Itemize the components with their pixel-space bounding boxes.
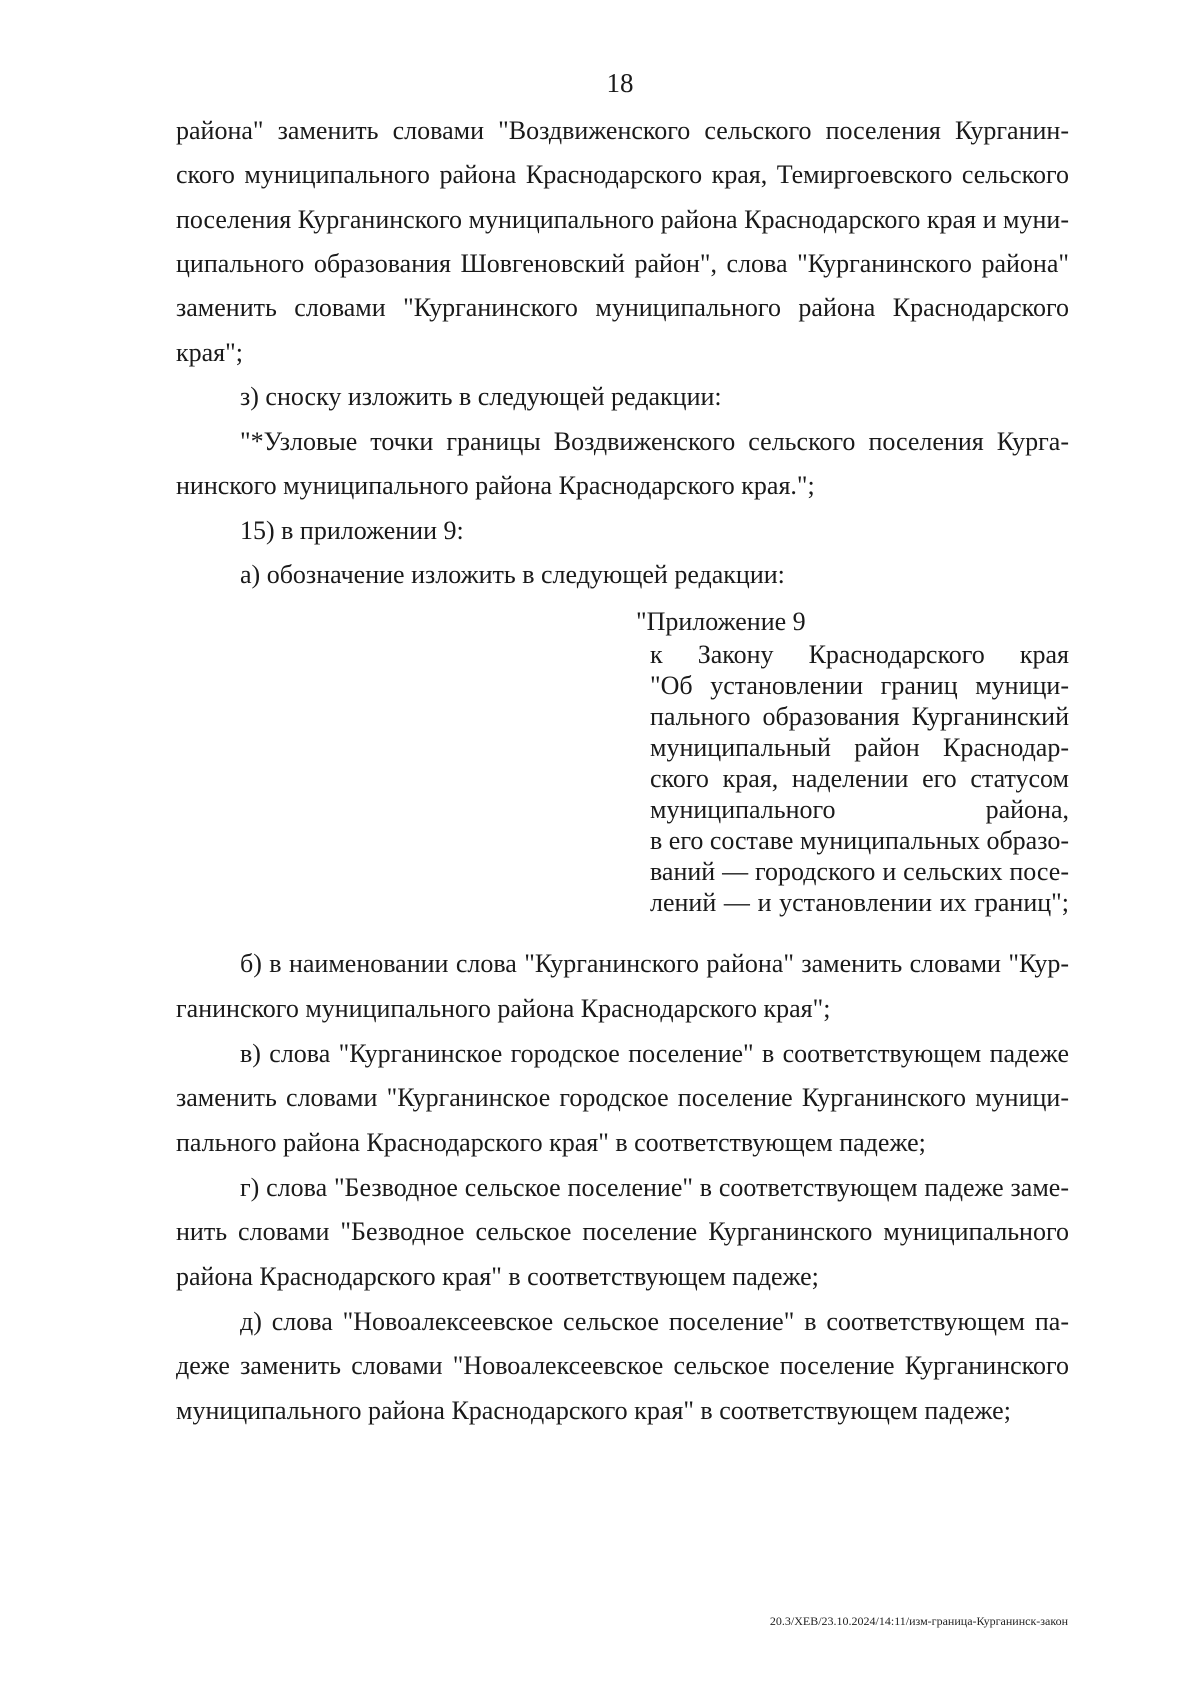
footer-document-code: 20.3/ХЕВ/23.10.2024/14:11/изм-граница-Курганинск-закон	[769, 1614, 1068, 1628]
body-line: района Краснодарского края" в соответствующем падеже;	[176, 1262, 819, 1291]
body-line: муниципального района Краснодарского края" в соответствующем падеже;	[176, 1396, 1011, 1425]
body-line: б) в наименовании слова "Курганинского района" заменить словами "Кур-	[240, 949, 1069, 978]
appendix-line: ваний — городского и сельских посе-	[650, 857, 1069, 886]
body-line: "*Узловые точки границы Воздвиженского сельского поселения Курга-	[240, 427, 1069, 456]
body-line: деже заменить словами "Новоалексеевское сельское поселение Курганинского	[176, 1351, 1069, 1380]
body-line: заменить словами "Курганинского муниципального района Краснодарского	[176, 293, 1069, 322]
body-line: поселения Курганинского муниципального района Краснодарского края и муни-	[176, 205, 1069, 234]
body-line: нинского муниципального района Краснодарского края.";	[176, 471, 815, 500]
body-line: заменить словами "Курганинское городское поселение Курганинского муници-	[176, 1083, 1069, 1112]
body-line: г) слова "Безводное сельское поселение" в соответствующем падеже заме-	[240, 1173, 1069, 1202]
body-line: д) слова "Новоалексеевское сельское поселение" в соответствующем па-	[240, 1307, 1069, 1336]
appendix-line: муниципального района,	[650, 795, 1069, 824]
appendix-line: "Об установлении границ муници-	[650, 671, 1069, 700]
appendix-line: лений — и установлении их границ";	[650, 888, 1069, 917]
appendix-line: "Приложение 9	[636, 607, 806, 636]
appendix-line: в его составе муниципальных образо-	[650, 826, 1069, 855]
body-line: з) сноску изложить в следующей редакции:	[240, 382, 722, 411]
body-line: ганинского муниципального района Краснодарского края";	[176, 994, 831, 1023]
appendix-line: пального образования Курганинский	[650, 702, 1069, 731]
body-line: 15) в приложении 9:	[240, 516, 464, 545]
body-line: в) слова "Курганинское городское поселение" в соответствующем падеже	[240, 1039, 1069, 1068]
body-line: ципального образования Шовгеновский район", слова "Курганинского района"	[176, 249, 1069, 278]
body-line: а) обозначение изложить в следующей редакции:	[240, 560, 785, 589]
body-line: края";	[176, 338, 243, 367]
appendix-line: к Закону Краснодарского края	[650, 640, 1069, 669]
page-number: 18	[606, 68, 634, 98]
body-line: нить словами "Безводное сельское поселение Курганинского муниципального	[176, 1217, 1069, 1246]
appendix-line: ского края, наделении его статусом	[650, 764, 1069, 793]
body-line: пального района Краснодарского края" в соответствующем падеже;	[176, 1128, 926, 1157]
body-line: ского муниципального района Краснодарского края, Темиргоевского сельского	[176, 160, 1069, 189]
body-line: района" заменить словами "Воздвиженского сельского поселения Курганин-	[176, 116, 1069, 145]
appendix-line: муниципальный район Краснодар-	[650, 733, 1069, 762]
